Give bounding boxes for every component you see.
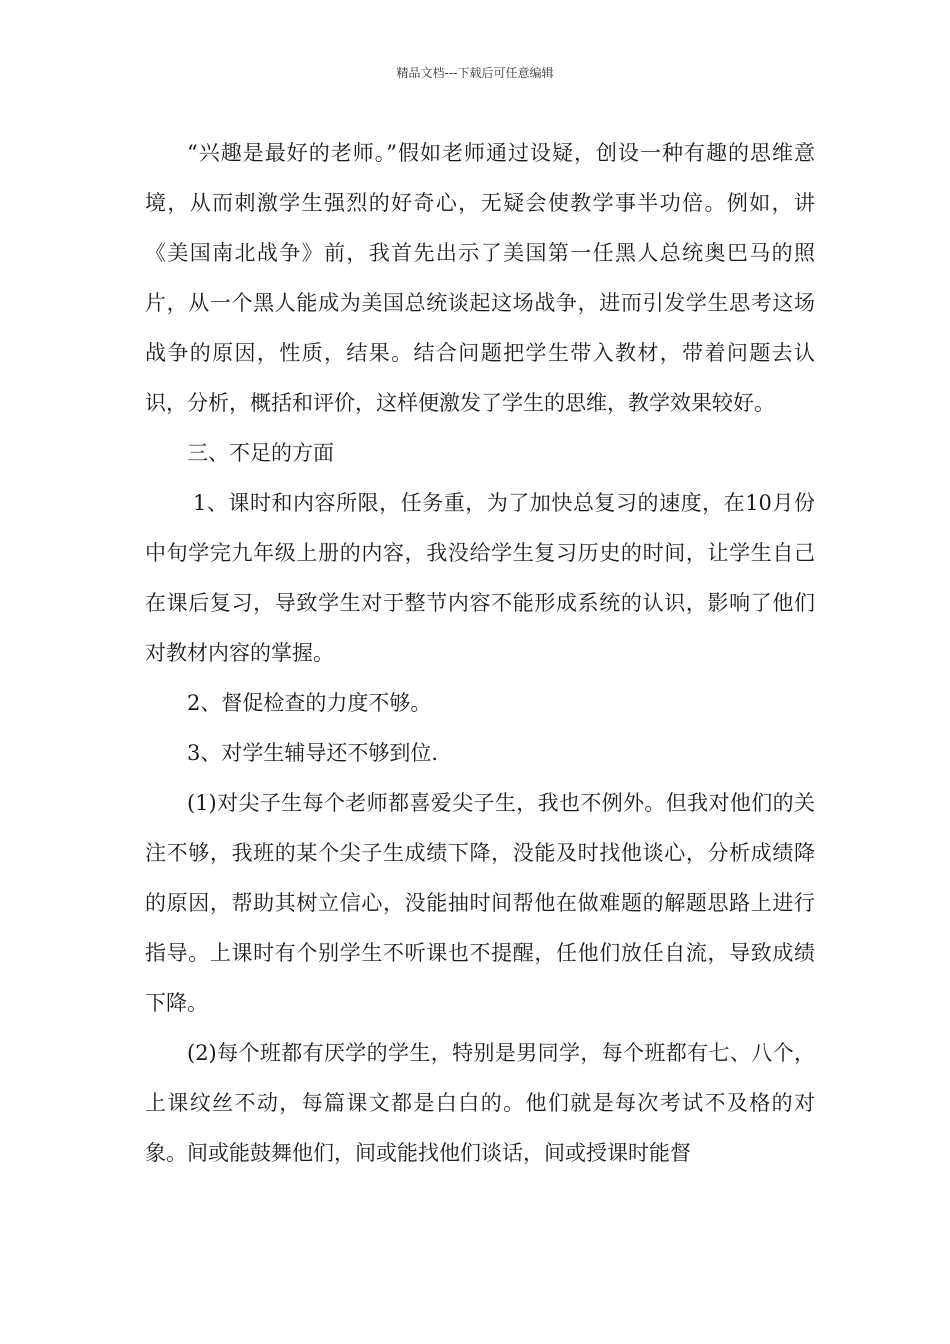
paragraph-item-1: 1、课时和内容所限，任务重，为了加快总复习的速度，在10月份中旬学完九年级上册的内容，我没给学生复习历史的时间，让学生自己在课后复习，导致学生对于整节内容不能形成系统的认识，影响了他们对教材内容的掌握。 <box>145 491 815 665</box>
document-body <box>145 128 815 1178</box>
paragraph-item-3: 3、对学生辅导还不够到位. <box>187 741 439 765</box>
paragraph-item-2: 2、督促检查的力度不够。 <box>187 691 432 715</box>
paragraph-sub-1: (1)对尖子生每个老师都喜爱尖子生，我也不例外。但我对他们的关注不够，我班的某个尖子生成绩下降，没能及时找他谈心，分析成绩降的原因，帮助其树立信心，没能抽时间帮他在做难题的解题思路上进行指导。上课时有个别学生不听课也不提醒，任他们放任自流，导致成绩下降。 <box>145 791 815 1015</box>
paragraph-sub-2: (2)每个班都有厌学的学生，特别是男同学，每个班都有七、八个，上课纹丝不动，每篇课文都是白白的。他们就是每次考试不及格的对象。间或能鼓舞他们，间或能找他们谈话，间或授课时能督 <box>145 1041 815 1165</box>
paragraph-interest: “兴趣是最好的老师。”假如老师通过设疑，创设一种有趣的思维意境，从而刺激学生强烈的好奇心，无疑会使教学事半功倍。例如，讲《美国南北战争》前，我首先出示了美国第一任黑人总统奥巴马的照片，从一个黑人能成为美国总统谈起这场战争，进而引发学生思考这场战争的原因，性质，结果。结合问题把学生带入教材，带着问题去认识，分析，概括和评价，这样便激发了学生的思维，教学效果较好。 <box>145 141 815 415</box>
page-header: 精品文档---下载后可任意编辑 <box>396 66 554 80</box>
section-heading-shortcomings: 三、不足的方面 <box>187 441 334 465</box>
